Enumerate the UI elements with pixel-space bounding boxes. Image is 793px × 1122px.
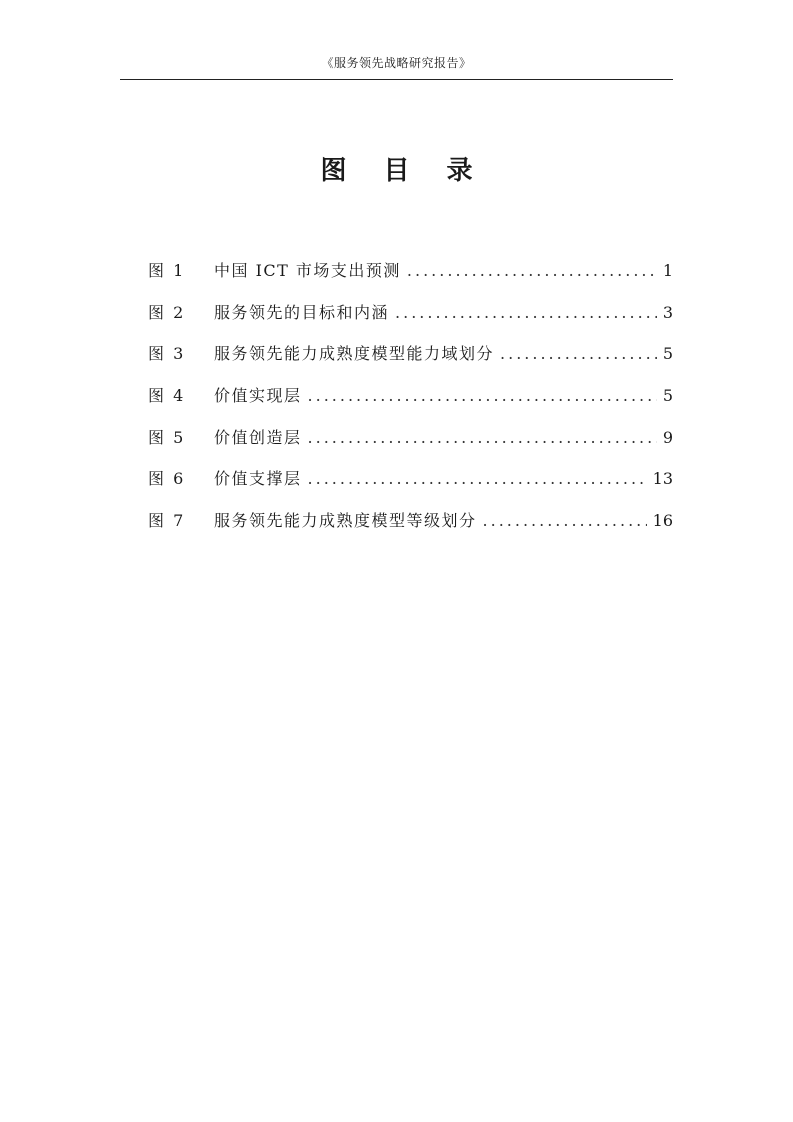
toc-entry-title: 价值实现层: [214, 386, 302, 406]
toc-entry[interactable]: [148, 383, 673, 425]
toc-entry-title: 服务领先能力成熟度模型能力域划分: [214, 344, 495, 364]
toc-figure-number: 图 5: [148, 427, 186, 447]
toc-dot-leader: [308, 428, 657, 447]
toc-entry[interactable]: [148, 466, 673, 508]
toc-entry-title: 中国 ICT 市场支出预测: [214, 261, 401, 280]
toc-dot-leader: [395, 303, 657, 322]
toc-entry[interactable]: [148, 300, 673, 342]
toc-page-number: 5: [662, 386, 673, 406]
toc-dot-leader: [308, 386, 657, 405]
running-header: 《服务领先战略研究报告》: [321, 56, 472, 70]
toc-dot-leader: [407, 261, 657, 280]
toc-entry[interactable]: [148, 258, 673, 300]
toc-entry-title: 价值创造层: [214, 427, 302, 447]
toc-entry-title: 服务领先能力成熟度模型等级划分: [214, 511, 477, 531]
toc-page-number: 3: [662, 302, 673, 322]
toc-entry[interactable]: [148, 508, 673, 550]
toc-dot-leader: [308, 469, 647, 488]
toc-dot-leader: [500, 344, 657, 363]
toc-dot-leader: [483, 511, 647, 530]
toc-entry-title: 价值支撑层: [214, 469, 302, 489]
toc-figure-number: 图 4: [148, 386, 186, 406]
toc-entry-title: 服务领先的目标和内涵: [214, 302, 390, 322]
page-title: 图 目 录: [320, 156, 487, 186]
toc-figure-number: 图 3: [148, 344, 186, 364]
toc-page-number: 16: [652, 511, 673, 531]
toc-entry[interactable]: [148, 425, 673, 467]
toc-figure-number: 图 1: [148, 261, 186, 280]
figure-toc-list: [148, 258, 673, 550]
toc-page-number: 1: [662, 261, 673, 280]
toc-page-number: 9: [662, 427, 673, 447]
toc-entry[interactable]: [148, 341, 673, 383]
header-rule: [120, 79, 673, 80]
toc-figure-number: 图 6: [148, 469, 186, 489]
toc-figure-number: 图 7: [148, 511, 186, 531]
toc-figure-number: 图 2: [148, 302, 186, 322]
toc-page-number: 13: [652, 469, 673, 489]
toc-page-number: 5: [662, 344, 673, 364]
